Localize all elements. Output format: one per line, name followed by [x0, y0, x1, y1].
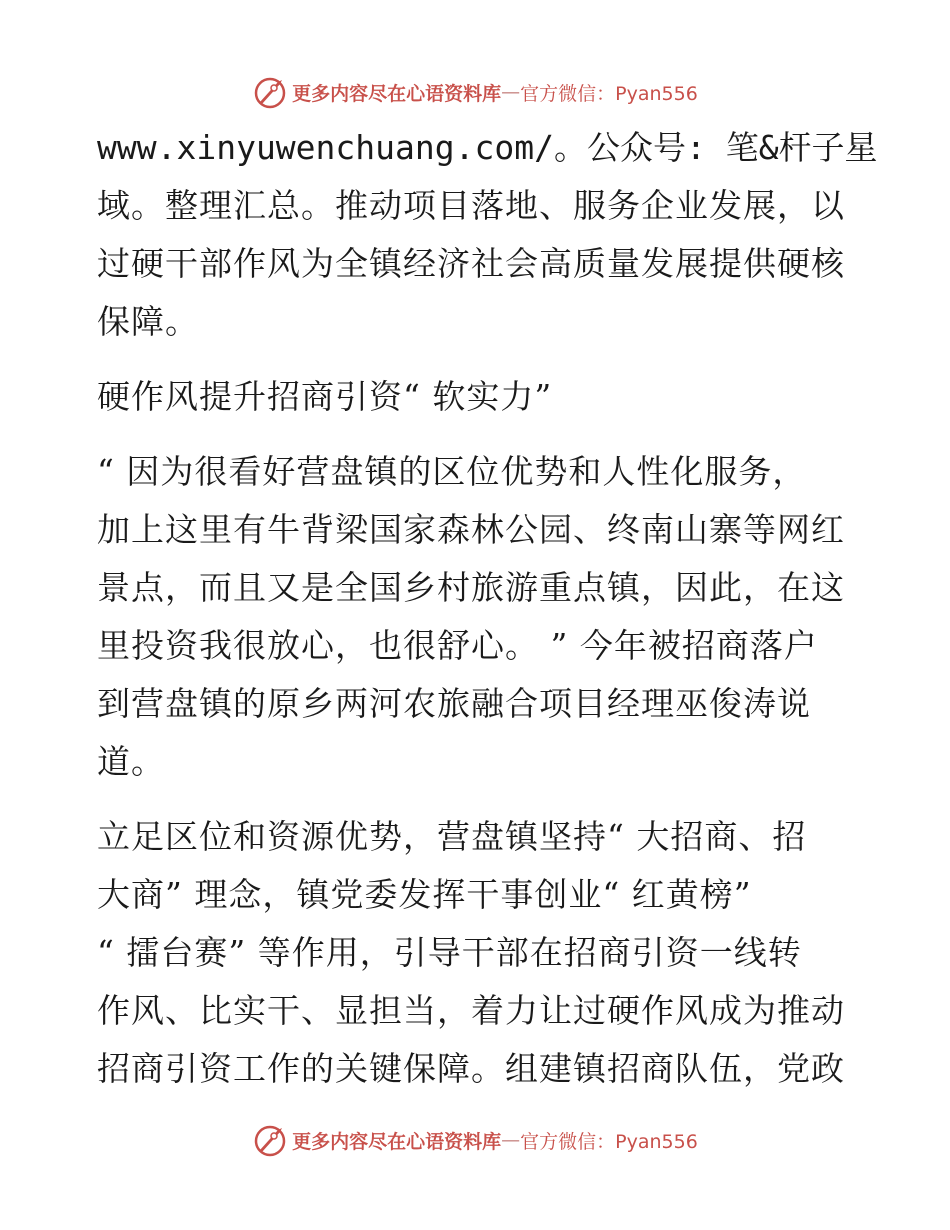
body-line: 招商引资工作的关键保障。组建镇招商队伍，党政 — [97, 1049, 845, 1088]
watermark-wechat: 官方微信：Pyan556 — [520, 82, 698, 105]
watermark-wechat: 官方微信：Pyan556 — [520, 1130, 698, 1153]
footer-watermark — [0, 1120, 950, 1160]
body-line: 景点，而且又是全国乡村旅游重点镇，因此，在这 — [97, 568, 845, 607]
body-line: 过硬干部作风为全镇经济社会高质量发展提供硬核 — [97, 244, 845, 283]
body-line: “ 擂台赛” 等作用，引导干部在招商引资一线转 — [97, 933, 802, 972]
watermark-main-text: 更多内容尽在心语资料库 — [292, 1130, 502, 1153]
body-line: 立足区位和资源优势，营盘镇坚持“ 大招商、招 — [97, 817, 807, 856]
body-line: 保障。 — [97, 302, 199, 341]
body-line: 加上这里有牛背梁国家森林公园、终南山寨等网红 — [97, 510, 845, 549]
body-line: 大商” 理念，镇党委发挥干事创业“ 红黄榜” — [97, 875, 752, 914]
watermark-main-text: 更多内容尽在心语资料库 — [292, 82, 502, 105]
body-line: 作风、比实干、显担当，着力让过硬作风成为推动 — [97, 991, 845, 1030]
body-line: 道。 — [97, 742, 165, 781]
body-line: www.xinyuwenchuang.com/。公众号: 笔&杆子星 — [97, 128, 878, 167]
body-line: 里投资我很放心，也很舒心。 ” 今年被招商落户 — [97, 626, 818, 665]
quill-logo-icon — [252, 1122, 288, 1158]
quill-logo-icon — [252, 74, 288, 110]
header-watermark — [0, 72, 950, 112]
body-line: 域。整理汇总。推动项目落地、服务企业发展，以 — [97, 186, 845, 225]
section-heading: 硬作风提升招商引资“ 软实力” — [97, 377, 553, 416]
body-line: “ 因为很看好营盘镇的区位优势和人性化服务， — [97, 452, 807, 491]
body-line: 到营盘镇的原乡两河农旅融合项目经理巫俊涛说 — [97, 684, 811, 723]
watermark-dash: — — [501, 1129, 521, 1151]
watermark-dash: — — [501, 81, 521, 103]
